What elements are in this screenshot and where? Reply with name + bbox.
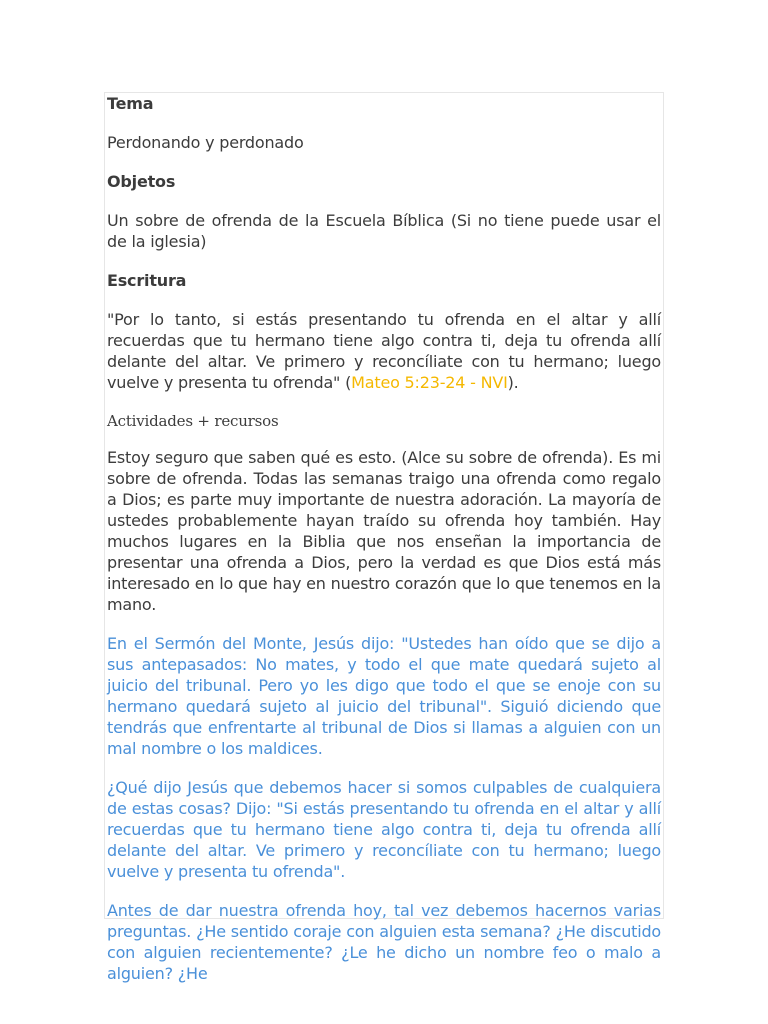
scripture-reference-link[interactable]: Mateo 5:23-24 - NVI — [351, 373, 508, 392]
heading-escritura: Escritura — [107, 271, 187, 290]
tema-text: Perdonando y perdonado — [107, 133, 304, 152]
paragraph-1: Estoy seguro que saben qué es esto. (Alce su sobre de ofrenda). Es mi sobre de ofrenda. Todas las semanas traigo una ofrenda como regalo a Dios; es parte muy importante de nuestra adoración. La mayoría de ustedes probablemente hayan traído su ofrenda hoy también. Hay muchos lugares en la Biblia que nos enseñan la importancia de presentar una ofrenda a Dios, pero la verdad es que Dios está más interesado en lo que hay en nuestro corazón que lo que tenemos en la mano. — [107, 448, 661, 614]
escritura-quote: "Por lo tanto, si estás presentando tu ofrenda en el altar y allí recuerdas que tu hermano tiene algo contra ti, deja tu ofrenda allí delante del altar. Ve primero y reconcíliate con tu hermano; luego vuelve y presenta tu ofrenda" ( — [107, 310, 661, 392]
heading-objetos: Objetos — [107, 172, 176, 191]
heading-actividades: Actividades + recursos — [107, 412, 279, 430]
paragraph-2: En el Sermón del Monte, Jesús dijo: "Ustedes han oído que se dijo a sus antepasados: No mates, y todo el que mate quedará sujeto al juicio del tribunal. Pero yo les digo que todo el que se enoje con su hermano quedará sujeto al juicio del tribunal". Siguió diciendo que tendrás que enfrentarte al tribunal de Dios si llamas a alguien con un mal nombre o los maldices. — [107, 634, 661, 758]
paragraph-3: ¿Qué dijo Jesús que debemos hacer si somos culpables de cualquiera de estas cosas? Dijo: "Si estás presentando tu ofrenda en el altar y allí recuerdas que tu hermano tiene algo contra ti, deja tu ofrenda allí delante del altar. Ve primero y reconcíliate con tu hermano; luego vuelve y presenta tu ofrenda". — [107, 778, 661, 881]
document-page — [104, 92, 664, 983]
objetos-text: Un sobre de ofrenda de la Escuela Bíblica (Si no tiene puede usar el de la iglesia) — [107, 211, 661, 251]
document-content — [107, 93, 661, 984]
paragraph-4: Antes de dar nuestra ofrenda hoy, tal vez debemos hacernos varias preguntas. ¿He sentido coraje con alguien esta semana? ¿He discutido con alguien recientemente? ¿Le he dicho un nombre feo o malo a alguien? ¿He — [107, 901, 661, 983]
escritura-close: ). — [507, 373, 519, 392]
heading-tema: Tema — [107, 94, 154, 113]
escritura-quote-paragraph — [107, 309, 661, 393]
